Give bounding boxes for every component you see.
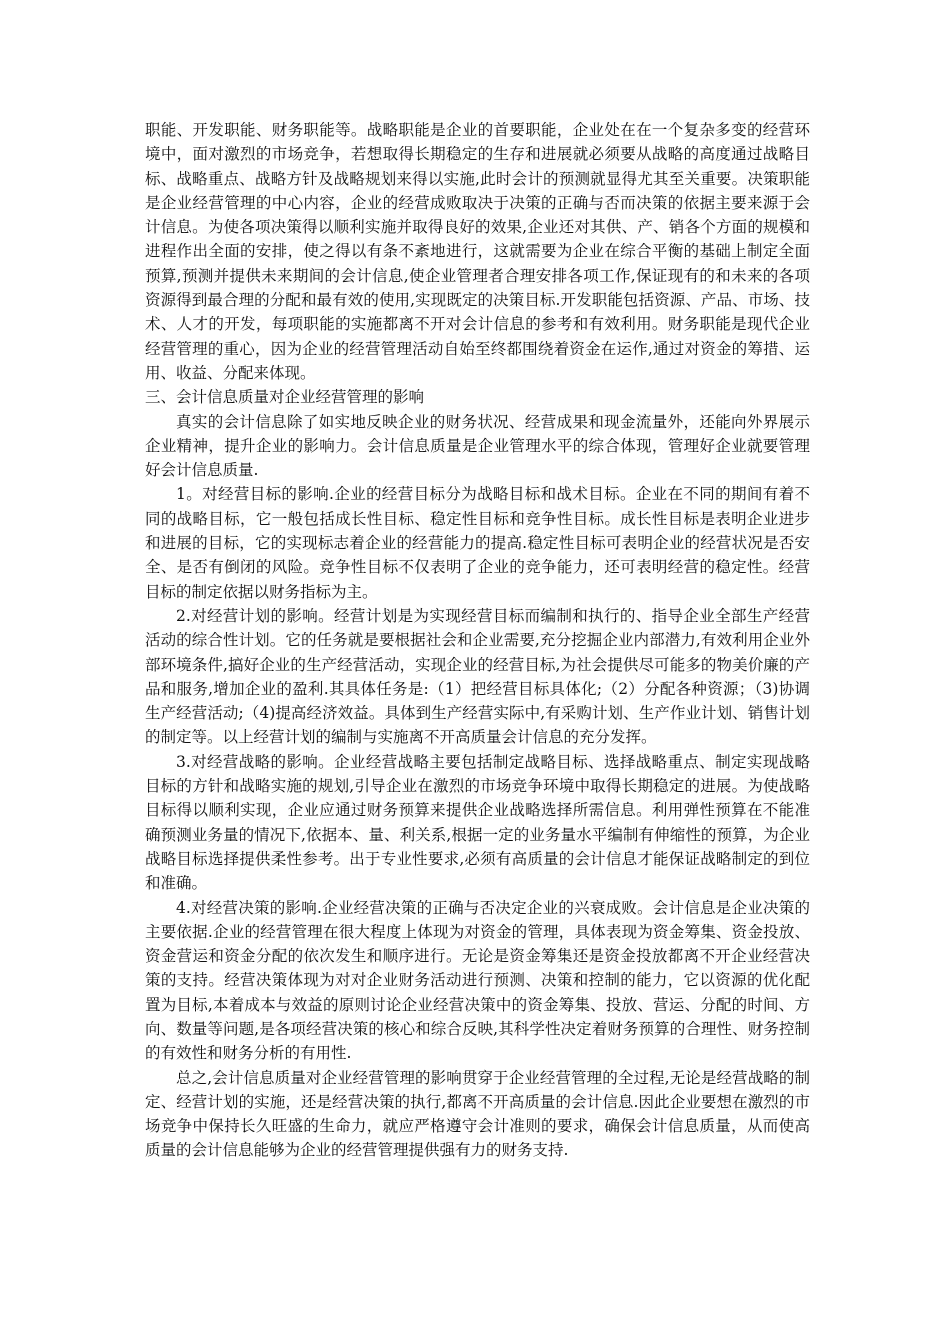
paragraph-business-plan: 2.对经营计划的影响。经营计划是为实现经营目标而编制和执行的、指导企业全部生产经营活动的综合性计划。它的任务就是要根据社会和企业需要,充分挖掘企业内部潜力,有效利用企业外部环境条件,搞好企业的生产经营活动，实现企业的经营目标,为社会提供尽可能多的物美价廉的产品和服务,增加企业的盈利.其具体任务是:（1）把经营目标具体化;（2）分配各种资源；（3)协调生产经营活动;（4)提高经济效益。具体到生产经营实际中,有采购计划、生产作业计划、销售计划的制定等。以上经营计划的编制与实施离不开高质量会计信息的充分发挥。 [145, 606, 810, 747]
paragraph-functions: 职能、开发职能、财务职能等。战略职能是企业的首要职能，企业处在在一个复杂多变的经营环境中，面对激烈的市场竞争，若想取得长期稳定的生存和进展就必须要从战略的高度通过战略目标、战略重点、战略方针及战略规划来得以实施,此时会计的预测就显得尤其至关重要。决策职能是企业经营管理的中心内容，企业的经营成败取决于决策的正确与否而决策的依据主要来源于会计信息。为使各项决策得以顺利实施并取得良好的效果,企业还对其供、产、销各个方面的规模和进程作出全面的安排，使之得以有条不紊地进行，这就需要为企业在综合平衡的基础上制定全面预算,预测并提供未来期间的会计信息,使企业管理者合理安排各项工作,保证现有的和未来的各项资源得到最合理的分配和最有效的使用,实现既定的决策目标.开发职能包括资源、产品、市场、技术、人才的开发，每项职能的实施都离不开对会计信息的参考和有效利用。财务职能是现代企业经营管理的重心，因为企业的经营管理活动自始至终都围绕着资金在运作,通过对资金的筹措、运用、收益、分配来体现。 [145, 121, 810, 382]
paragraph-business-decision: 4.对经营决策的影响.企业经营决策的正确与否决定企业的兴衰成败。会计信息是企业决策的主要依据.企业的经营管理在很大程度上体现为对资金的管理，具体表现为资金筹集、资金投放、资金营运和资金分配的依次发生和顺序进行。无论是资金筹集还是资金投放都离不开企业经营决策的支持。经营决策体现为对对企业财务活动进行预测、决策和控制的能力，它以资源的优化配置为目标,本着成本与效益的原则讨论企业经营决策中的资金筹集、投放、营运、分配的时间、方向、数量等问题,是各项经营决策的核心和综合反映,其科学性决定着财务预算的合理性、财务控制的有效性和财务分析的有用性. [145, 898, 810, 1063]
section-heading: 三、会计信息质量对企业经营管理的影响 [145, 388, 425, 407]
paragraph-business-strategy: 3.对经营战略的影响。企业经营战略主要包括制定战略目标、选择战略重点、制定实现战略目标的方针和战略实施的规划,引导企业在激烈的市场竞争环境中取得长期稳定的进展。为使战略目标得以顺利实现，企业应通过财务预算来提供企业战略选择所需信息。利用弹性预算在不能准确预测业务量的情况下,依据本、量、利关系,根据一定的业务量水平编制有伸缩性的预算，为企业战略目标选择提供柔性参考。出于专业性要求,必须有高质量的会计信息才能保证战略制定的到位和准确。 [145, 752, 810, 893]
paragraph-business-goals: 1。对经营目标的影响.企业的经营目标分为战略目标和战术目标。企业在不同的期间有着不同的战略目标，它一般包括成长性目标、稳定性目标和竞争性目标。成长性目标是表明企业进步和进展的目标，它的实现标志着企业的经营能力的提高.稳定性目标可表明企业的经营状况是否安全、是否有倒闭的风险。竞争性目标不仅表明了企业的竞争能力，还可表明经营的稳定性。经营目标的制定依据以财务指标为主。 [145, 485, 810, 601]
paragraph-intro: 真实的会计信息除了如实地反映企业的财务状况、经营成果和现金流量外，还能向外界展示企业精神，提升企业的影响力。会计信息质量是企业管理水平的综合体现，管理好企业就要管理好会计信息质量. [145, 412, 810, 480]
paragraph-conclusion: 总之,会计信息质量对企业经营管理的影响贯穿于企业经营管理的全过程,无论是经营战略的制定、经营计划的实施，还是经营决策的执行,都离不开高质量的会计信息.因此企业要想在激烈的市场竞争中保持长久旺盛的生命力，就应严格遵守会计准则的要求，确保会计信息质量，从而使高质量的会计信息能够为企业的经营管理提供强有力的财务支持. [145, 1068, 810, 1160]
document-page [145, 118, 810, 1163]
